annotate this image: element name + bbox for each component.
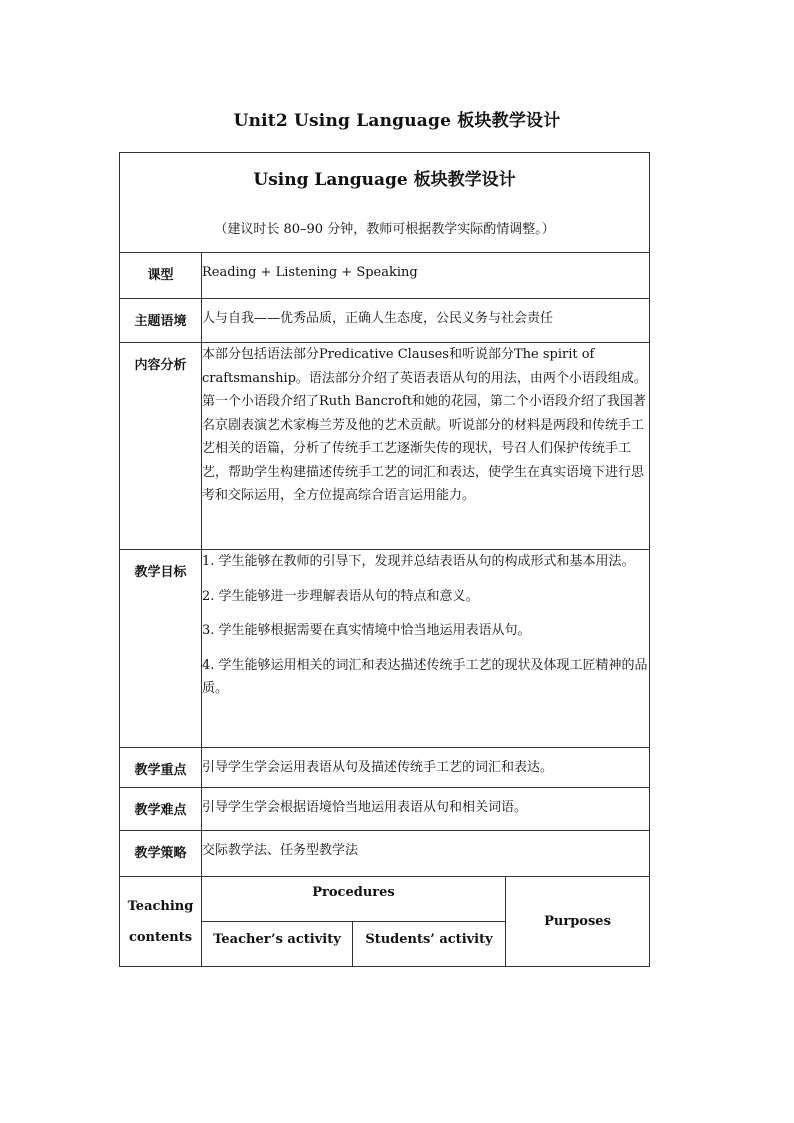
content-analysis-label: 内容分析 — [120, 343, 202, 550]
theme-value: 人与自我——优秀品质，正确人生态度，公民义务与社会责任 — [202, 299, 650, 343]
key-points-value: 引导学生学会运用表语从句及描述传统手工艺的词汇和表达。 — [202, 748, 650, 788]
table-row-lesson-type — [120, 253, 650, 299]
difficulties-value: 引导学生学会根据语境恰当地运用表语从句和相关词语。 — [202, 788, 650, 831]
table-header-cell — [120, 153, 650, 253]
table-header-row — [120, 153, 650, 253]
objectives-list — [202, 550, 650, 748]
teacher-activity-header: Teacher’s activity — [202, 922, 353, 967]
strategies-label: 教学策略 — [120, 831, 202, 877]
lesson-type-label: 课型 — [120, 253, 202, 299]
objective-item: 1. 学生能够在教师的引导下，发现并总结表语从句的构成形式和基本用法。 — [202, 554, 635, 569]
students-activity-header: Students’ activity — [353, 922, 506, 967]
objective-item: 2. 学生能够进一步理解表语从句的特点和意义。 — [202, 588, 479, 604]
table-header-note: （建议时长 80–90 分钟，教师可根据教学实际酌情调整。） — [214, 222, 555, 237]
table-row-difficulties — [120, 788, 650, 831]
objective-item: 4. 学生能够运用相关的词汇和表达描述传统手工艺的现状及体现工匠精神的品质。 — [202, 657, 648, 696]
table-row-key-points — [120, 748, 650, 788]
key-points-label: 教学重点 — [120, 748, 202, 788]
difficulties-label: 教学难点 — [120, 788, 202, 831]
table-header-title: Using Language 板块教学设计 — [253, 170, 516, 190]
purposes-header: Purposes — [506, 877, 650, 967]
lesson-type-value: Reading + Listening + Speaking — [202, 253, 650, 299]
content-analysis-value: 本部分包括语法部分Predicative Clauses和听说部分The spirit of craftsmanship。语法部分介绍了英语表语从句的用法，由两个小语段组成。第一个小语段介绍了Ruth Bancroft和她的花园，第二个小语段介绍了我国著名京剧表演艺术家梅兰芳及他的艺术贡献。听说部分的材料是两段和传统手工艺相关的语篇，分析了传统手工艺逐渐失传的现状，号召人们保护传统手工艺，帮助学生构建描述传统手工艺的词汇和表达，使学生在真实语境下进行思考和交际运用，全方位提高综合语言运用能力。 — [202, 343, 650, 550]
lesson-plan-table — [119, 152, 650, 967]
strategies-value: 交际教学法、任务型教学法 — [202, 831, 650, 877]
procedures-header: Procedures — [202, 877, 506, 922]
teaching-contents-label: Teaching contents — [120, 877, 202, 967]
table-row-strategies — [120, 831, 650, 877]
objective-item: 3. 学生能够根据需要在真实情境中恰当地运用表语从句。 — [202, 623, 531, 638]
theme-label: 主题语境 — [120, 299, 202, 343]
document-title: Unit2 Using Language 板块教学设计 — [233, 111, 561, 131]
table-row-content-analysis — [120, 343, 650, 550]
procedure-header-row — [120, 877, 650, 922]
table-row-objectives — [120, 550, 650, 748]
objectives-label: 教学目标 — [120, 550, 202, 748]
table-row-theme — [120, 299, 650, 343]
